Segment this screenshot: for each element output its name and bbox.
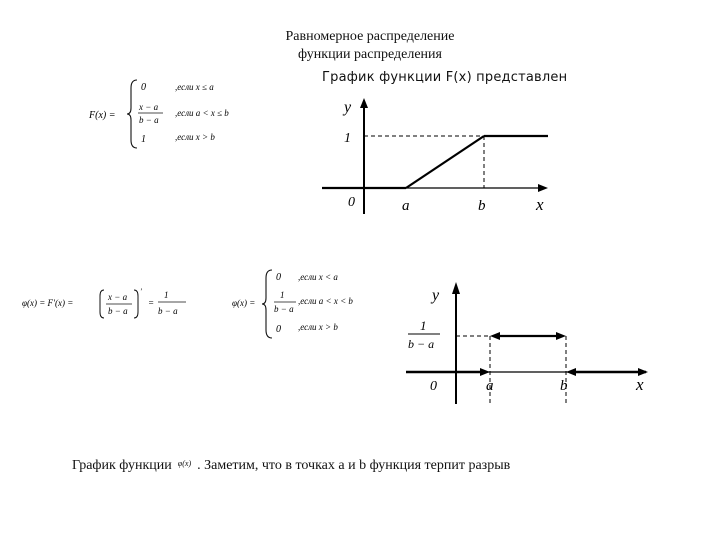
formula-F-lhs: F(x) = <box>89 110 116 121</box>
graph-phi-b-label: b <box>560 378 568 394</box>
graph-phi-a-label: a <box>486 378 494 394</box>
formula-phi-case3-value: 0 <box>276 324 281 335</box>
bottom-caption-suffix: . Заметим, что в точках a и b функция терпит разрыв <box>197 458 511 473</box>
formula-derivative <box>20 284 190 324</box>
formula-phi-lhs: φ(x) = <box>232 298 256 308</box>
formula-derivative-num: x − a <box>108 292 128 302</box>
formula-derivative-den: b − a <box>108 306 128 316</box>
formula-phi-case2-den: b − a <box>274 304 294 314</box>
x-axis-arrow-icon <box>538 184 548 192</box>
formula-derivative-rden: b − a <box>158 306 178 316</box>
graph-F-y-label: y <box>344 99 352 116</box>
formula-phi <box>232 264 402 344</box>
F-ramp-segment <box>406 136 484 188</box>
paren-left-icon <box>100 290 104 318</box>
formula-F-case2-den: b − a <box>139 115 159 125</box>
formula-F-case3-value: 1 <box>141 134 146 145</box>
graph-caption: График функции F(x) представлен <box>322 70 568 85</box>
formula-F <box>85 74 275 154</box>
formula-F-case2-num: x − a <box>139 102 159 112</box>
brace-icon <box>127 80 137 148</box>
graph-F-a-label: a <box>402 198 410 214</box>
formula-F-case2-cond: ,если a < x ≤ b <box>175 108 229 118</box>
graph-phi-y-tick-den: b − a <box>408 337 435 351</box>
formula-phi-case1-cond: ,если x < a <box>298 272 338 282</box>
formula-F-case1-value: 0 <box>141 82 146 93</box>
formula-derivative-rnum: 1 <box>164 290 169 300</box>
formula-phi-case3-cond: ,если x > b <box>298 322 338 332</box>
phi-const-right-arrow-icon <box>556 332 566 340</box>
bottom-caption-prefix: График функции <box>72 458 172 473</box>
phi-zero-right-arrow-icon <box>566 368 576 376</box>
graph-phi-y-label: y <box>432 287 440 304</box>
graph-F-x-label: x <box>536 195 544 214</box>
graph-phi-x-label: x <box>636 375 644 394</box>
brace-icon <box>262 270 272 338</box>
prime-mark: ′ <box>140 287 142 296</box>
y-axis-arrow-icon <box>452 282 460 294</box>
bottom-caption-symbol: φ(x) <box>177 459 192 468</box>
formula-derivative-lhs: φ(x) = F′(x) = <box>22 298 74 308</box>
graph-phi-y-tick-num: 1 <box>420 318 427 333</box>
graph-phi-origin: 0 <box>430 379 437 394</box>
title-line-1: Равномерное распределение <box>285 29 455 44</box>
formula-phi-case2-num: 1 <box>280 290 285 300</box>
formula-phi-case2-cond: ,если a < x < b <box>298 296 353 306</box>
bottom-caption <box>72 458 510 474</box>
phi-const-left-arrow-icon <box>490 332 500 340</box>
graph-phi <box>400 276 656 408</box>
phi-zero-left-arrow-icon <box>480 368 490 376</box>
graph-F-y-tick: 1 <box>344 131 351 146</box>
graph-F-origin: 0 <box>348 195 355 210</box>
formula-F-case1-cond: ,если x ≤ a <box>175 82 214 92</box>
graph-F-b-label: b <box>478 198 486 214</box>
graph-F <box>318 94 558 222</box>
y-axis-arrow-icon <box>360 98 368 108</box>
paren-right-icon <box>134 290 138 318</box>
title-line-2: функции распределения <box>298 47 442 62</box>
page-title <box>250 28 490 64</box>
formula-derivative-eq: = <box>148 298 155 308</box>
formula-F-case3-cond: ,если x > b <box>175 132 215 142</box>
formula-phi-case1-value: 0 <box>276 272 281 283</box>
